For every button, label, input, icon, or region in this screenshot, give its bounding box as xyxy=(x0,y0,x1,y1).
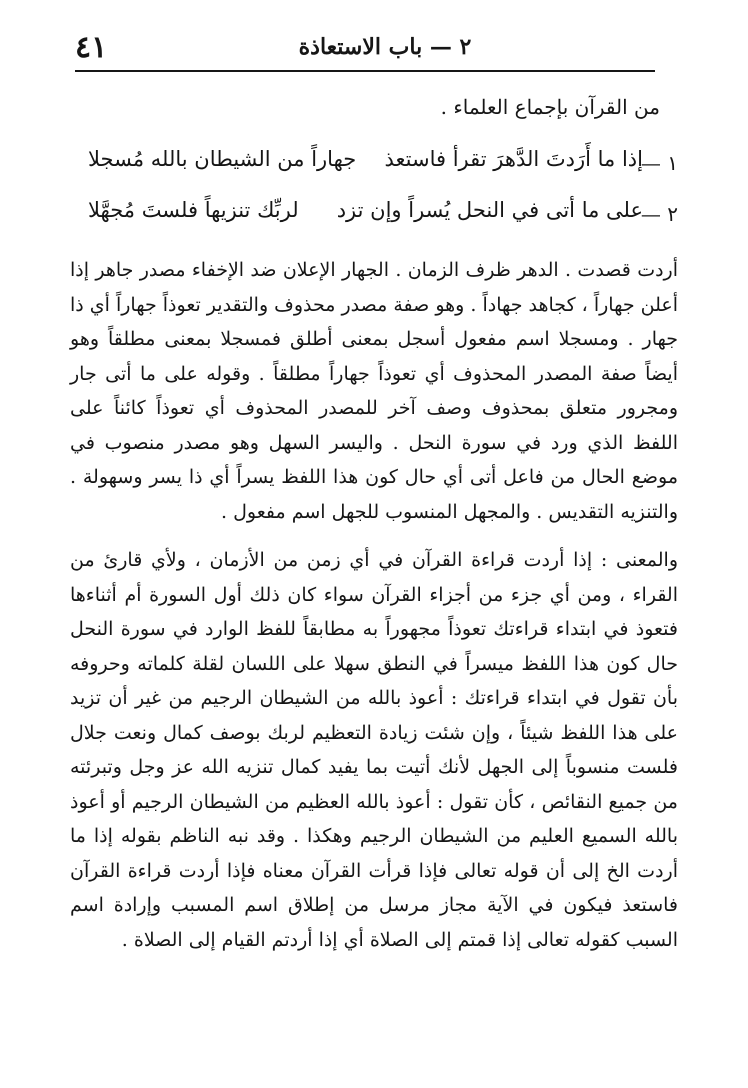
verse-first-hemistich: إذا ما أَرَدتَ الدَّهرَ تقرأ فاستعذ xyxy=(384,147,643,171)
header-rule xyxy=(75,70,655,72)
page-number: ٤١ xyxy=(75,30,108,65)
verse-1 xyxy=(88,145,678,185)
verse-second-hemistich: جهاراً من الشيطان بالله مُسجلا xyxy=(88,147,357,171)
verse-first-hemistich: على ما أتى في النحل يُسراً وإن تزد xyxy=(336,198,643,222)
explanation-text: أردت قصدت . الدهر ظرف الزمان . الجهار الإعلان ضد الإخفاء مصدر جاهر إذا أعلن جهاراً ، كجاهد جهاداً . وهو صفة مصدر محذوف والتقدير تعوذاً جهاراً أي ذا جهار . ومسجلا اسم مفعول أسجل بمعنى أطلق فمسجلا بمعنى مطلقاً وهو أيضاً صفة المصدر المحذوف أي تعوذاً جهاراً مطلقاً . وقوله على ما أتى جار ومجرور متعلق بمحذوف وصف آخر للمصدر المحذوف أي تعوذاً كائناً على اللفظ الذي ورد في سورة النحل . واليسر السهل وهو مصدر منصوب في موضع الحال من فاعل أتى أي حال كون هذا اللفظ يسراً أي ذا يسر وسهولة . والتنزيه التقديس . والمجهل المنسوب للجهل اسم مفعول . xyxy=(70,259,678,523)
page-header xyxy=(75,30,655,70)
intro-line: من القرآن بإجماع العلماء . xyxy=(440,95,660,119)
verse-number: ١ — xyxy=(640,151,678,175)
chapter-title: ٢ — باب الاستعاذة xyxy=(298,34,472,60)
explanation-paragraph xyxy=(70,253,678,529)
verse-second-hemistich: لربِّك تنزيهاً فلستَ مُجهَّلا xyxy=(88,198,299,222)
verse-2 xyxy=(88,196,678,236)
meaning-text: والمعنى : إذا أردت قراءة القرآن في أي زمن من الأزمان ، ولأي قارئ من القراء ، ومن أي جزء من أجزاء القرآن سواء كان ذلك أول السورة أم أثناءها فتعوذ في ابتداء قراءتك تعوذاً مجهوراً به مطابقاً للفظ الوارد في سورة النحل حال كون هذا اللفظ ميسراً في النطق سهلا على اللسان لقلة كلماته وحروفه بأن تقول في ابتداء قراءتك : أعوذ بالله من الشيطان الرجيم من غير أن تزيد على هذا اللفظ شيئاً ، وإن شئت زيادة التعظيم لربك بوصف كمال ونعت جلال فلست منسوباً إلى الجهل لأنك أتيت بما يفيد كمال تنزيه الله عز وجل وتبرئته من جميع النقائص ، كأن تقول : أعوذ بالله العظيم من الشيطان الرجيم أو أعوذ بالله السميع العليم من الشيطان الرجيم وهكذا . وقد نبه الناظم بقوله إذا ما أردت الخ إلى أن قوله تعالى فإذا قرأت القرآن معناه فإذا أردت قراءة القرآن فاستعذ فيكون في الآية مجاز مرسل من إطلاق اسم المسبب وإرادة اسم السبب كقوله تعالى إذا قمتم إلى الصلاة أي إذا أردتم القيام إلى الصلاة . xyxy=(70,549,678,951)
verse-number: ٢ — xyxy=(640,202,678,226)
meaning-paragraph xyxy=(70,543,678,957)
